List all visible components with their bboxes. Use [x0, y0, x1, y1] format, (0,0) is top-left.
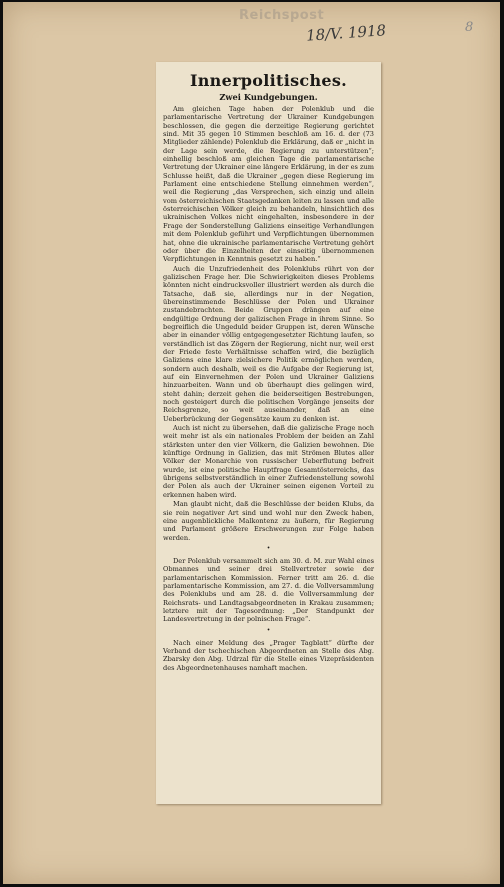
paragraph-3: Auch ist nicht zu übersehen, daß die galizische Frage noch weit mehr ist als ein nationales Problem der beiden an Zahl stärksten unter den vier Völkern, die Galizien bewohnen. Die künftige Ordnung in Galizien, das mit Strömen Blutes aller Völker der Monarchie von russischer Ueberflutung befreit wurde, ist eine politische Hauptfrage Gesamtösterreichs, das übrigens selbstverständlich in einer Zufriedenstellung sowohl der Polen als auch der Ukrainer seinen eigenen Vorteil zu erkennen haben wird.	[163, 424, 374, 499]
archive-sheet	[3, 2, 500, 884]
paragraph-prague: Nach einer Meldung des „Prager Tagblatt“ dürfte der Verband der tschechischen Abgeordneten an Stelle des Abg. Zbarsky den Abg. Udrzal für die Stelle eines Vizepräsidenten des Abgeordnetenhauses namhaft machen.	[163, 638, 374, 672]
handwritten-date: 18/V. 1918	[305, 21, 387, 45]
article-subtitle: Zwei Kundgebungen.	[219, 92, 318, 102]
paragraph-4: Man glaubt nicht, daß die Beschlüsse der beiden Klubs, da sie rein negativer Art sind und wohl nur den Zweck haben, eine augenblickliche Malkontenz zu äußern, für Regierung und Parlament größere Erschwerungen zur Folge haben werden.	[163, 500, 374, 542]
section-divider: •	[266, 544, 271, 552]
article-title: Innerpolitisches.	[189, 71, 348, 90]
paragraph-2: Auch die Unzufriedenheit des Polenklubs rührt von der galizischen Frage her. Die Schwierigkeiten dieses Problems könnten nicht eindrucksvoller illustriert werden als durch die Tatsache, daß sie, allerdings nur in der Negation, übereinstimmende Beschlüsse der Polen und Ukrainer zustandebrachten. Beide Gruppen drängen auf eine endgültige Ordnung der galizischen Frage in ihrem Sinne. So begreiflich die Ungeduld beider Gruppen ist, deren Wünsche aber in einander völlig entgegengesetzter Richtung laufen, so verständlich ist das Zögern der Regierung, nicht nur, weil erst der Friede feste Verhältnisse schaffen wird, die bezüglich Galiziens eine klare zielsichere Politik ermöglichen werden, sondern auch deshalb, weil es die Aufgabe der Regierung ist, auf ein Einvernehmen der Polen und Ukrainer Galiziens hinzuarbeiten. Wann und ob überhaupt dies gelingen wird, steht dahin; derzeit gehen die beiderseitigen Bestrebungen, noch gesteigert durch die politischen Vorgänge jenseits der Reichsgrenze, so weit auseinander, daß an eine Ueberbrückung der Gegensätze kaum zu denken ist.	[163, 264, 374, 423]
section-divider: •	[266, 626, 271, 634]
page-number: 8	[465, 20, 474, 35]
source-stamp: Reichspost	[239, 8, 325, 23]
paragraph-meeting: Der Polenklub versammelt sich am 30. d. M. zur Wahl eines Obmannes und seiner drei Stellvertreter sowie der parlamentarischen Kommission. Ferner tritt am 26. d. die parlamentarische Kommission, am 27. d. die Vollversammlung des Polenklubs und am 28. d. die Vollversammlung der Reichsrats- und Landtagsabgeordneten in Krakau zusammen; letztere mit der Tagesordnung: „Der Standpunkt der Landesvertretung in der polnischen Frage“.	[163, 556, 374, 624]
newspaper-clipping	[156, 62, 381, 804]
paragraph-1: Am gleichen Tage haben der Polenklub und die parlamentarische Vertretung der Ukrainer Kundgebungen beschlossen, die gegen die derzeitige Regierung gerichtet sind. Mit 35 gegen 10 Stimmen beschloß am 16. d. der (73 Mitglieder zählende) Polenklub die Erklärung, daß er „nicht in der Lage sein werde, die Regierung zu unterstützen“; einhellig beschloß am gleichen Tage die parlamentarische Vertretung der Ukrainer eine längere Erklärung, in der es zum Schlusse heißt, daß die Ukrainer „gegen diese Regierung im Parlament eine entschiedene Stellung einnehmen werden“, weil die Regierung „das Versprechen, sich einzig und allein vom österreichischen Staatsgedanken leiten zu lassen und alle österreichischen Völker gleich zu behandeln, hinsichtlich des ukrainischen Volkes nicht eingehalten, insbesondere in der Frage der Sonderstellung Galiziens einseitige Verhandlungen mit dem Polenklub geführt und Verpflichtungen übernommen hat, ohne die ukrainische parlamentarische Vertretung gehört oder über die Einzelheiten der einseitig übernommenen Verpflichtungen in Kenntnis gesetzt zu haben.“	[163, 105, 374, 264]
